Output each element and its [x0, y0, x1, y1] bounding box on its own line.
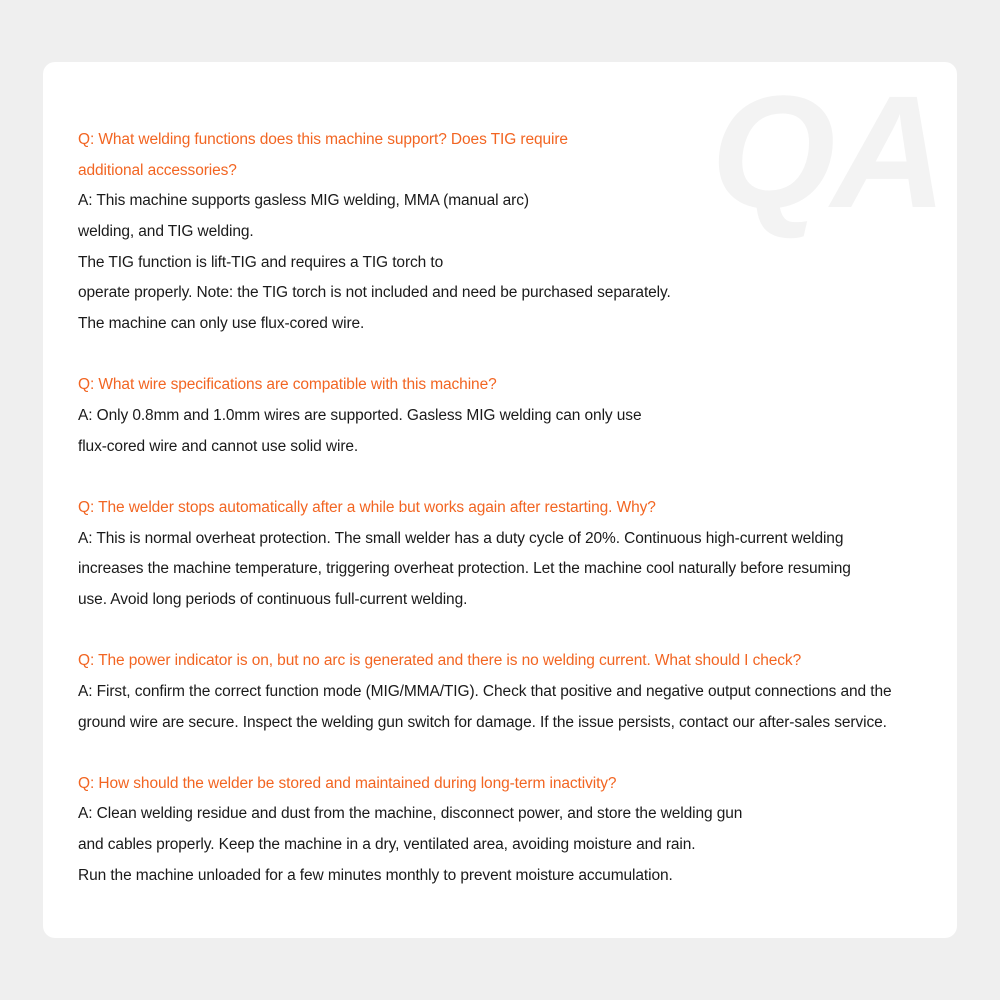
question-line: Q: The welder stops automatically after a while but works again after restarting. Why? — [78, 498, 656, 516]
answer — [78, 524, 948, 616]
qa-list — [78, 125, 948, 922]
question — [78, 646, 948, 677]
question — [78, 769, 948, 800]
answer — [78, 186, 948, 339]
question-line: Q: What welding functions does this machine support? Does TIG require — [78, 131, 568, 148]
question-line: Q: The power indicator is on, but no arc is generated and there is no welding current. What should I check? — [78, 652, 802, 670]
answer-line: use. Avoid long periods of continuous full-current welding. — [78, 590, 468, 608]
answer-line: The machine can only use flux-cored wire. — [78, 315, 365, 333]
answer — [78, 401, 948, 462]
question-line: additional accessories? — [78, 161, 237, 179]
answer — [78, 799, 948, 891]
answer-line: A: Only 0.8mm and 1.0mm wires are supported. Gasless MIG welding can only use — [78, 407, 642, 424]
answer-line: A: This is normal overheat protection. The small welder has a duty cycle of 20%. Continuous high-current welding — [78, 529, 844, 547]
answer-line: and cables properly. Keep the machine in a dry, ventilated area, avoiding moisture and rain. — [78, 836, 696, 854]
answer-line: A: First, confirm the correct function mode (MIG/MMA/TIG). Check that positive and negative output connections and the — [78, 682, 892, 700]
qa-item — [78, 769, 948, 892]
answer-line: operate properly. Note: the TIG torch is not included and need be purchased separately. — [78, 284, 671, 302]
qa-watermark: QA — [711, 62, 943, 241]
qa-item — [78, 646, 948, 738]
question — [78, 125, 948, 186]
answer-line: Run the machine unloaded for a few minutes monthly to prevent moisture accumulation. — [78, 866, 673, 884]
answer-line: increases the machine temperature, triggering overheat protection. Let the machine cool naturally before resuming — [78, 560, 851, 578]
answer-line: ground wire are secure. Inspect the welding gun switch for damage. If the issue persists, contact our after-sales service. — [78, 713, 887, 731]
answer-line: A: Clean welding residue and dust from the machine, disconnect power, and store the welding gun — [78, 805, 743, 823]
question-line: Q: How should the welder be stored and maintained during long-term inactivity? — [78, 774, 617, 792]
question — [78, 493, 948, 524]
qa-item — [78, 493, 948, 616]
question — [78, 370, 948, 401]
question-line: Q: What wire specifications are compatible with this machine? — [78, 376, 497, 394]
qa-card — [43, 62, 957, 938]
qa-item — [78, 125, 948, 340]
answer — [78, 677, 948, 738]
answer-line: A: This machine supports gasless MIG welding, MMA (manual arc) — [78, 192, 529, 210]
answer-line: The TIG function is lift-TIG and requires a TIG torch to — [78, 253, 444, 271]
qa-item — [78, 370, 948, 462]
answer-line: welding, and TIG welding. — [78, 223, 254, 241]
answer-line: flux-cored wire and cannot use solid wire. — [78, 437, 359, 455]
